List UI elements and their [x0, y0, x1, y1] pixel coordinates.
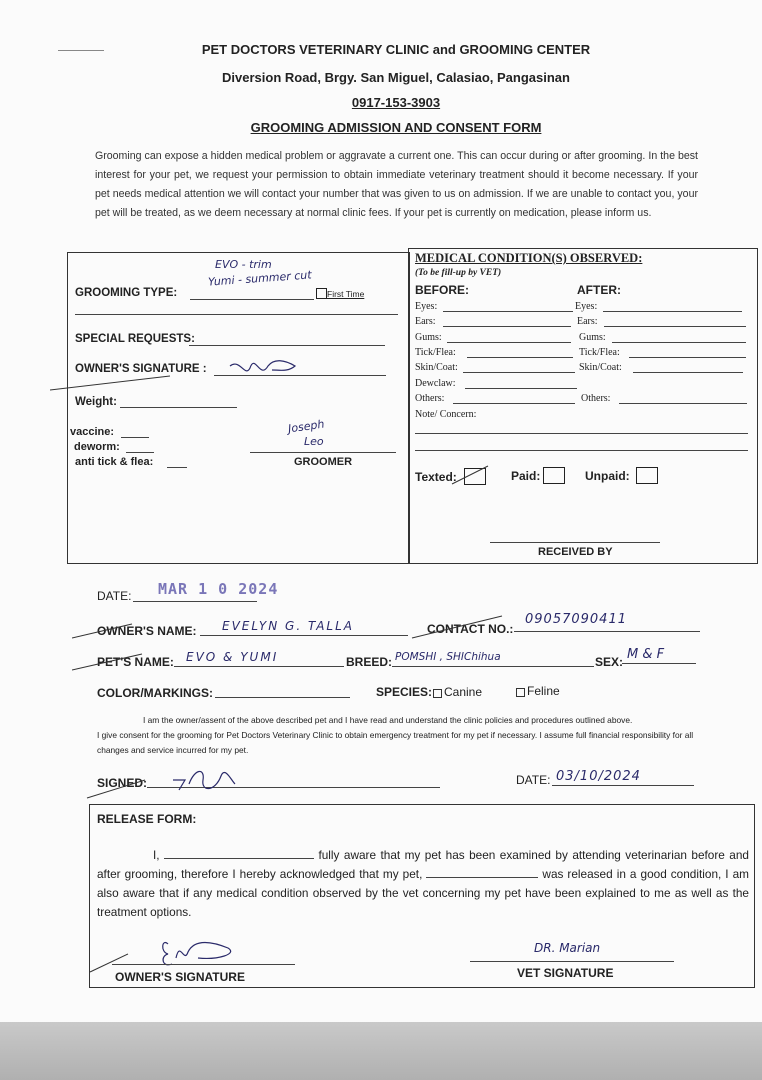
- before-dewclaw-label: Dewclaw:: [415, 378, 456, 389]
- after-label: AFTER:: [577, 283, 621, 297]
- after-tick-line: [629, 357, 746, 358]
- medical-subtitle: (To be fill-up by VET): [415, 268, 502, 278]
- after-eyes-label: Eyes:: [575, 301, 598, 312]
- texted-label: Texted:: [415, 470, 457, 484]
- vet-signature-line: [470, 961, 674, 962]
- owner-signature-label: OWNER'S SIGNATURE :: [75, 363, 207, 375]
- color-markings-line: [215, 697, 350, 698]
- clinic-phone: 0917-153-3903: [351, 95, 441, 110]
- unpaid-label: Unpaid:: [585, 469, 630, 483]
- groomer-label: GROOMER: [294, 456, 353, 468]
- date-stamp: MAR 1 0 2024: [158, 580, 279, 598]
- signed-date-label: DATE:: [516, 773, 551, 787]
- sex-value: M & F: [627, 647, 665, 662]
- feline-label: Feline: [527, 684, 560, 698]
- release-text-2: fully aware that my pet has been examined by attending veterinarian before and after grooming, therefore I hereby acknowledged that my pet,: [97, 848, 749, 881]
- paid-checkbox[interactable]: [543, 467, 565, 484]
- after-gums-label: Gums:: [579, 332, 606, 343]
- species-label: SPECIES:: [376, 685, 433, 699]
- feline-checkbox[interactable]: [516, 688, 525, 697]
- intro-paragraph: Grooming can expose a hidden medical problem or aggravate a current one. This can occur during or after grooming. In the best interest for your pet, we request your permission to obtain immediate veterinary treatment should it become necessary. If your pet needs medical attention we will contact your number that was given to us on admission. If we are unable to contact you, your pet will be treated, as we deem necessary at normal clinic fees. If your pet is currently on medication, please inform us.: [95, 150, 698, 219]
- clinic-name: PET DOCTORS VETERINARY CLINIC and GROOMING CENTER: [201, 42, 591, 57]
- color-markings-label: COLOR/MARKINGS:: [97, 686, 213, 700]
- medical-title: MEDICAL CONDITION(S) OBSERVED:: [415, 251, 643, 265]
- before-eyes-line: [443, 311, 573, 312]
- special-requests-line: [189, 345, 385, 346]
- scan-bottom-shadow: [0, 1022, 762, 1080]
- deworm-label: deworm:: [74, 441, 120, 453]
- after-eyes-line: [603, 311, 742, 312]
- pet-name-label: PET'S NAME:: [97, 655, 174, 669]
- clinic-address: Diversion Road, Brgy. San Miguel, Calasiao, Pangasinan: [222, 70, 570, 85]
- signed-date-value: 03/10/2024: [556, 769, 641, 784]
- note-concern-label: Note/ Concern:: [415, 409, 477, 420]
- release-pet-blank[interactable]: [426, 866, 538, 878]
- after-others-label: Others:: [581, 393, 611, 404]
- note-line-1: [415, 433, 748, 434]
- sex-line: [622, 663, 696, 664]
- groomer-name-1: Joseph: [287, 417, 326, 436]
- vet-signature-label: VET SIGNATURE: [517, 966, 614, 980]
- release-title: RELEASE FORM:: [97, 812, 197, 826]
- release-paragraph: [97, 846, 749, 922]
- first-time-checkbox[interactable]: [316, 288, 327, 299]
- pet-name-line: [174, 666, 344, 667]
- grooming-type-value-1: EVO - trim: [215, 258, 272, 271]
- received-by-label: RECEIVED BY: [538, 546, 613, 558]
- before-tick-line: [467, 357, 573, 358]
- grooming-type-value-2: Yumi - summer cut: [207, 268, 312, 289]
- before-eyes-label: Eyes:: [415, 301, 438, 312]
- before-gums-label: Gums:: [415, 332, 442, 343]
- grooming-type-line: [190, 299, 314, 300]
- owner-signature-scribble: [50, 348, 310, 393]
- date-line: [133, 601, 257, 602]
- note-line-2: [415, 450, 748, 451]
- before-tick-label: Tick/Flea:: [415, 347, 456, 358]
- canine-label: Canine: [444, 685, 483, 699]
- signed-signature: [85, 760, 255, 800]
- before-gums-line: [447, 342, 571, 343]
- owner-name-label: OWNER'S NAME:: [97, 624, 197, 638]
- release-name-blank[interactable]: [164, 847, 314, 859]
- groomer-name-2: Leo: [304, 435, 324, 448]
- release-owner-signature-label: OWNER'S SIGNATURE: [115, 970, 245, 984]
- owner-name-value: EVELYN G. TALLA: [222, 619, 354, 633]
- after-gums-line: [612, 342, 746, 343]
- first-time-label: First Time: [327, 289, 365, 299]
- anti-tick-line: [167, 467, 187, 468]
- vaccine-line: [121, 437, 149, 438]
- unpaid-checkbox[interactable]: [636, 467, 658, 484]
- grooming-type-line-2: [75, 314, 398, 315]
- release-text-3: was released in a good condition, I am also aware that if any medical condition observed by the vet concerning my pet have been explained to me as well as the treatment options.: [97, 867, 749, 919]
- after-skin-label: Skin/Coat:: [579, 362, 622, 373]
- form-title: GROOMING ADMISSION AND CONSENT FORM: [250, 120, 542, 135]
- release-owner-signature: [88, 930, 248, 975]
- consent-text-1: I am the owner/assent of the above described pet and I have read and understand the clinic policies and procedures outlined above.: [143, 715, 633, 725]
- after-skin-line: [633, 372, 743, 373]
- canine-checkbox[interactable]: [433, 689, 442, 698]
- signed-label: SIGNED:: [97, 776, 148, 790]
- vaccine-label: vaccine:: [70, 426, 115, 438]
- before-others-line: [453, 403, 575, 404]
- before-dewclaw-line: [465, 388, 577, 389]
- weight-line: [120, 407, 237, 408]
- after-ears-label: Ears:: [577, 316, 598, 327]
- pet-name-value: EVO & YUMI: [186, 650, 279, 664]
- before-ears-label: Ears:: [415, 316, 436, 327]
- owner-signature-release-line: [112, 964, 295, 965]
- paid-label: Paid:: [511, 469, 541, 483]
- before-skin-label: Skin/Coat:: [415, 362, 458, 373]
- before-skin-line: [463, 372, 575, 373]
- contact-line: [514, 631, 700, 632]
- consent-text-2: I give consent for the grooming for Pet Doctors Veterinary Clinic to obtain emergency treatment for my pet if necessary. I assume full financial responsibility for all changes and service incurred for my pet.: [97, 730, 694, 755]
- special-requests-label: SPECIAL REQUESTS:: [75, 333, 195, 345]
- anti-tick-label: anti tick & flea:: [75, 456, 154, 468]
- owner-contact-strike: [72, 610, 512, 640]
- after-ears-line: [604, 326, 746, 327]
- after-others-line: [619, 403, 747, 404]
- contact-label: CONTACT NO.:: [427, 622, 514, 636]
- before-ears-line: [443, 326, 571, 327]
- before-others-label: Others:: [415, 393, 445, 404]
- breed-value: POMSHI , SHIChihua: [395, 651, 501, 663]
- pet-name-strike: [72, 648, 152, 672]
- date-label: DATE:: [97, 589, 132, 603]
- vet-name: DR. Marian: [534, 941, 601, 955]
- received-by-line: [490, 542, 660, 543]
- breed-label: BREED:: [346, 655, 393, 669]
- release-text-1: I,: [153, 848, 160, 862]
- groomer-line: [250, 452, 396, 453]
- signed-date-line: [552, 785, 694, 786]
- before-label: BEFORE:: [415, 283, 469, 297]
- texted-check-mark: [450, 464, 490, 486]
- deworm-line: [126, 452, 154, 453]
- after-tick-label: Tick/Flea:: [579, 347, 620, 358]
- contact-value: 09057090411: [525, 612, 627, 627]
- breed-line: [392, 666, 594, 667]
- weight-label: Weight:: [75, 396, 117, 408]
- sex-label: SEX:: [595, 655, 624, 669]
- grooming-type-label: GROOMING TYPE:: [75, 287, 178, 299]
